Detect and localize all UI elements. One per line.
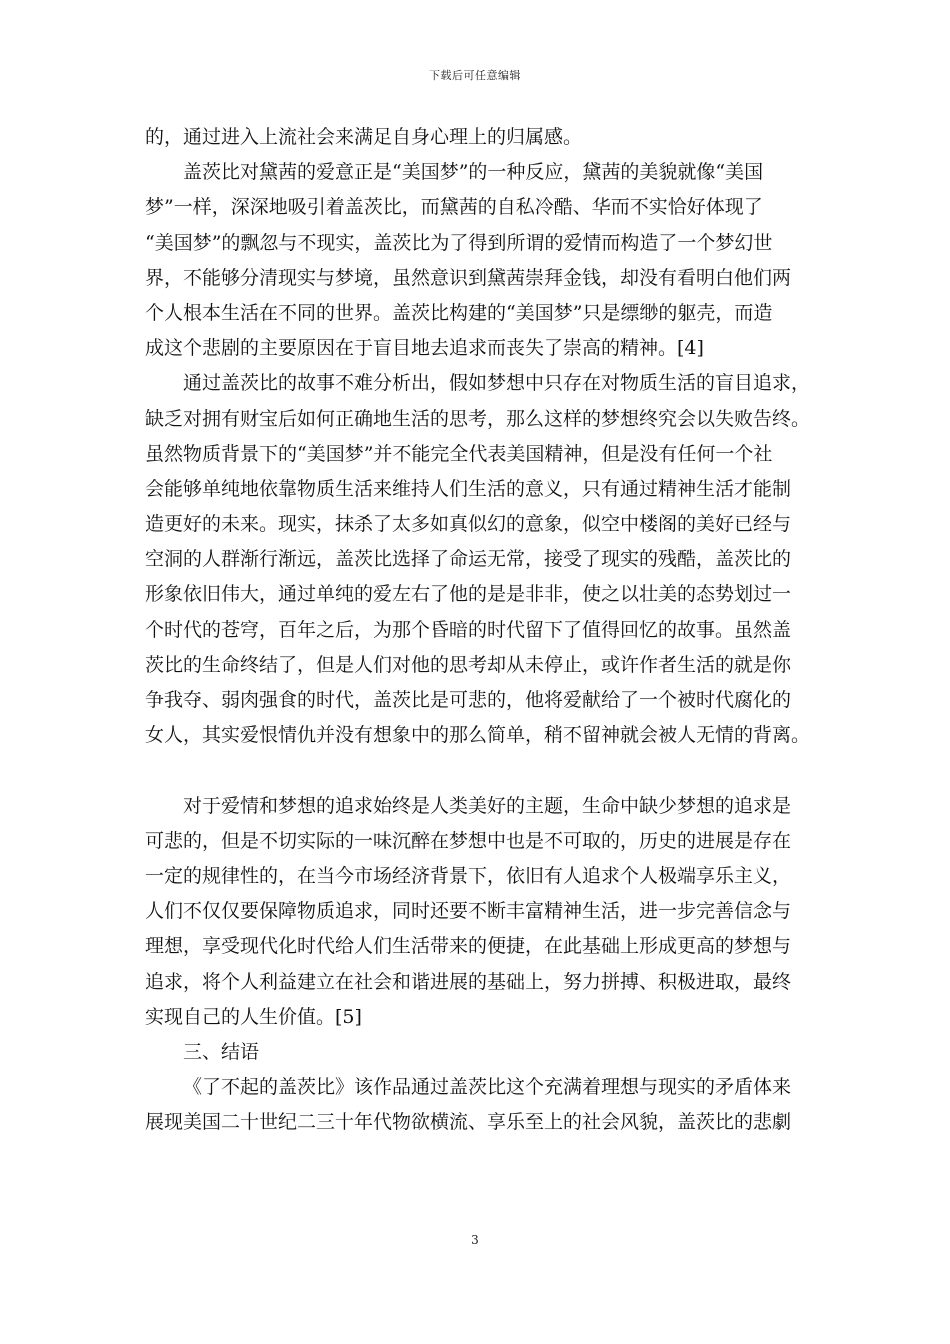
section-heading xyxy=(145,1035,809,1070)
text-line: 可悲的，但是不切实际的一味沉醉在梦想中也是不可取的，历史的进展是存在 xyxy=(145,829,792,852)
text-line: 一定的规律性的，在当今市场经济背景下，依旧有人追求个人极端享乐主义， xyxy=(145,864,792,887)
text-line: 理想，享受现代化时代给人们生活带来的便捷，在此基础上形成更高的梦想与 xyxy=(145,935,792,958)
paragraph xyxy=(145,120,809,155)
text-line: 展现美国二十世纪二三十年代物欲横流、享乐至上的社会风貌，盖茨比的悲劇 xyxy=(145,1111,792,1134)
text-line: 实现自己的人生价值。[5] xyxy=(145,1005,362,1028)
text-line: 会能够单纯地依靠物质生活来维持人们生活的意义，只有通过精神生活才能制 xyxy=(145,477,792,500)
text-line: 的，通过进入上流社会来满足自身心理上的归属感。 xyxy=(145,126,583,148)
text-line: 个人根本生活在不同的世界。盖茨比构建的“美国梦”只是缥缈的躯壳，而造 xyxy=(145,301,773,324)
text-line: 女人，其实爱恨情仇并没有想象中的那么简单，稍不留神就会被人无情的背离。 xyxy=(145,724,811,747)
document-body xyxy=(145,120,809,1140)
text-line: 茨比的生命终结了，但是人们对他的思考却从未停止，或许作者生活的就是你 xyxy=(145,653,792,676)
text-line: 追求，将个人利益建立在社会和谐进展的基础上，努力拼搏、积极进取，最终 xyxy=(145,970,792,993)
text-line: 虽然物质背景下的“美国梦”并不能完全代表美国精神，但是没有任何一个社 xyxy=(145,442,773,465)
text-line: 《了不起的盖茨比》该作品通过盖茨比这个充满着理想与现实的矛盾体来 xyxy=(183,1076,792,1099)
paragraph xyxy=(145,789,809,1035)
paragraph xyxy=(145,155,809,366)
paragraph-gap xyxy=(145,753,809,788)
text-line: 成这个悲剧的主要原因在于盲目地去追求而丧失了崇高的精神。[4] xyxy=(145,337,704,360)
paragraph xyxy=(145,366,809,753)
text-line: 通过盖茨比的故事不难分析出，假如梦想中只存在对物质生活的盲目追求， xyxy=(183,372,811,395)
text-line: 缺乏对拥有财宝后如何正确地生活的思考，那么这样的梦想终究会以失败告终。 xyxy=(145,407,811,430)
page-header: 下载后可任意编辑 xyxy=(429,69,521,82)
text-line: “美国梦”的飘忽与不现实，盖茨比为了得到所谓的爱情而构造了一个梦幻世 xyxy=(145,231,773,254)
text-line: 形象依旧伟大，通过单纯的爱左右了他的是是非非，使之以壮美的态势划过一 xyxy=(145,583,792,606)
text-line: 界，不能够分清现实与梦境，虽然意识到黛茜崇拜金钱，却没有看明白他们两 xyxy=(145,266,792,289)
section-title: 三、结语 xyxy=(183,1040,260,1063)
text-line: 造更好的未来。现实，抹杀了太多如真似幻的意象，似空中楼阁的美好已经与 xyxy=(145,513,792,536)
paragraph xyxy=(145,1070,809,1140)
text-line: 争我夺、弱肉强食的时代，盖茨比是可悲的，他将爱献给了一个被时代腐化的 xyxy=(145,689,792,711)
page-number: 3 xyxy=(471,1233,479,1247)
text-line: 梦”一样，深深地吸引着盖茨比，而黛茜的自私冷酷、华而不实恰好体现了 xyxy=(145,196,763,219)
text-line: 对于爱情和梦想的追求始终是人类美好的主题，生命中缺少梦想的追求是 xyxy=(183,794,792,817)
text-line: 个时代的苍穹，百年之后，为那个昏暗的时代留下了值得回忆的故事。虽然盖 xyxy=(145,618,792,641)
text-line: 盖茨比对黛茜的爱意正是“美国梦”的一种反应，黛茜的美貌就像“美国 xyxy=(183,161,764,184)
text-line: 空洞的人群渐行渐远，盖茨比选择了命运无常，接受了现实的残酷，盖茨比的 xyxy=(145,548,792,571)
text-line: 人们不仅仅要保障物质追求，同时还要不断丰富精神生活，进一步完善信念与 xyxy=(145,900,792,923)
